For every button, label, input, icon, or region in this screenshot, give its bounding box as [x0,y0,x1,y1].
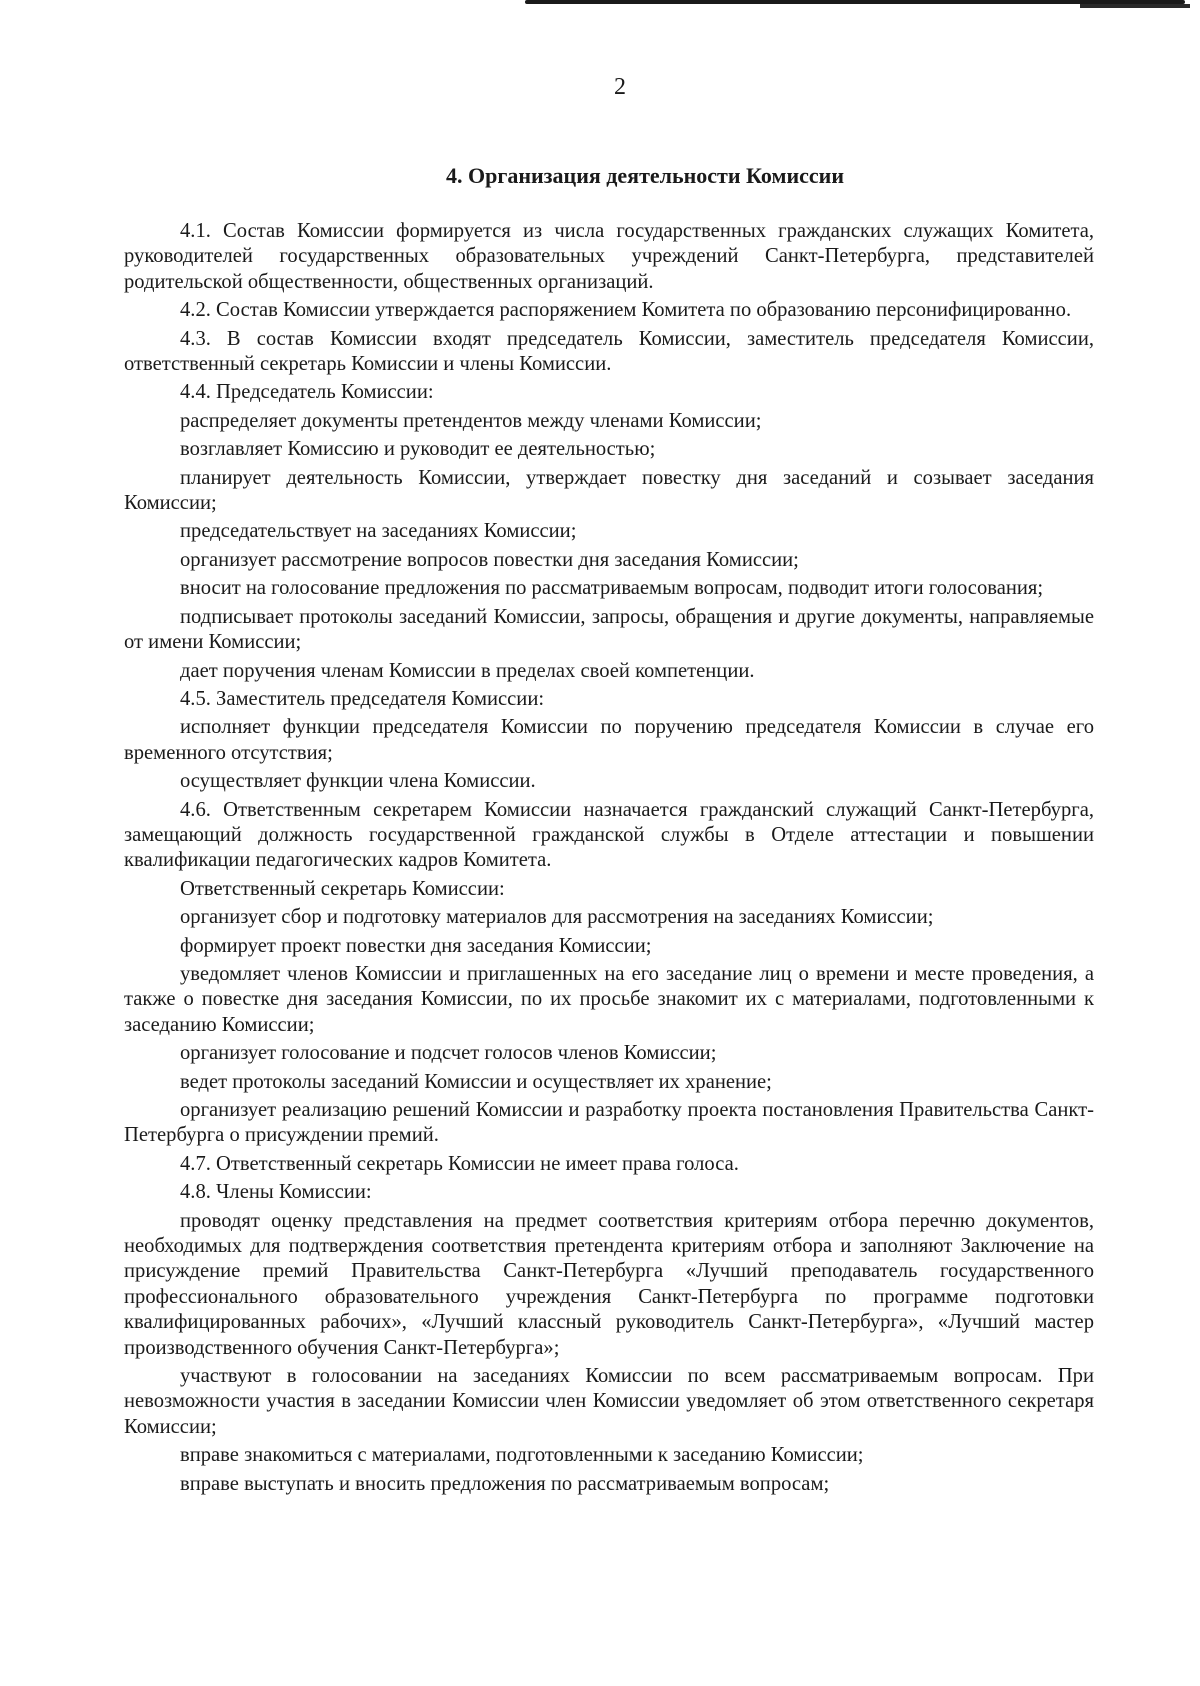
list-item: организует голосование и подсчет голосов членов Комиссии; [180,1042,717,1065]
paragraph-4-6: 4.6. Ответственным секретарем Комиссии назначается гражданский служащий Санкт-Петербурга, замещающий должность государственной гражданской службы в Отделе аттестации и повышении квалификации педагогических кадров Комитета. [124,798,1094,872]
list-item: председательствует на заседаниях Комиссии; [180,520,577,543]
paragraph-4-3: 4.3. В состав Комиссии входят председатель Комиссии, заместитель председателя Комиссии, ответственный секретарь Комиссии и члены Комиссии. [124,327,1094,376]
scan-edge-mark-tail [1080,4,1190,8]
list-item: распределяет документы претендентов между членами Комиссии; [180,409,762,432]
list-item: ведет протоколы заседаний Комиссии и осуществляет их хранение; [180,1070,772,1093]
list-item: вправе знакомиться с материалами, подготовленными к заседанию Комиссии; [180,1444,864,1467]
paragraph-4-1: 4.1. Состав Комиссии формируется из числа государственных гражданских служащих Комитета, руководителей государственных образовательных учреждений Санкт-Петербурга, представителей родительской общественности, общественных организаций. [124,220,1094,293]
list-item: подписывает протоколы заседаний Комиссии, запросы, обращения и другие документы, направляемые от имени Комиссии; [124,605,1094,654]
list-item: организует сбор и подготовку материалов для рассмотрения на заседаниях Комиссии; [180,906,934,929]
list-item: вправе выступать и вносить предложения по рассматриваемым вопросам; [180,1472,830,1495]
document-body [124,219,1094,1497]
list-item: исполняет функции председателя Комиссии по поручению председателя Комиссии в случае его временного отсутствия; [124,716,1094,764]
paragraph-4-4: 4.4. Председатель Комиссии: [180,381,434,404]
list-item: планирует деятельность Комиссии, утверждает повестку дня заседаний и созывает заседания Комиссии; [124,466,1094,515]
paragraph-4-8: 4.8. Члены Комиссии: [180,1181,372,1204]
list-item: участвуют в голосовании на заседаниях Комиссии по всем рассматриваемым вопросам. При невозможности участия в заседании Комиссии член Комиссии уведомляет об этом ответственного секретаря Комиссии; [124,1365,1094,1438]
list-item: организует рассмотрение вопросов повестки дня заседания Комиссии; [180,548,799,571]
paragraph-4-7: 4.7. Ответственный секретарь Комиссии не имеет права голоса. [180,1152,739,1175]
list-item: уведомляет членов Комиссии и приглашенных на его заседание лиц о времени и месте проведения, а также о повестке дня заседания Комиссии, по их просьбе знакомит их с материалами, подготовленными к заседанию Комиссии; [124,962,1094,1036]
list-item: формирует проект повестки дня заседания Комиссии; [180,934,652,957]
list-item: проводят оценку представления на предмет соответствия критериям отбора перечню документов, необходимых для подтверждения соответствия претендента критериям отбора и заполняют Заключение на присуждение премий Правительства Санкт-Петербурга «Лучший преподаватель государственного профессионального образовательного учреждения Санкт-Петербурга по программе подготовки квалифицированных рабочих», «Лучший классный руководитель Санкт-Петербурга», «Лучший мастер производственного обучения Санкт-Петербурга»; [124,1209,1094,1359]
page-number: 2 [614,74,626,100]
paragraph-4-2: 4.2. Состав Комиссии утверждается распоряжением Комитета по образованию персонифицированно. [180,299,1072,322]
paragraph-4-5: 4.5. Заместитель председателя Комиссии: [180,687,545,710]
list-item: дает поручения членам Комиссии в пределах своей компетенции. [180,659,755,682]
section-title: 4. Организация деятельности Комиссии [445,163,845,188]
list-item: осуществляет функции члена Комиссии. [180,770,536,793]
list-item: вносит на голосование предложения по рассматриваемым вопросам, подводит итоги голосования; [180,577,1044,600]
subheading-secretary: Ответственный секретарь Комиссии: [180,877,505,900]
list-item: организует реализацию решений Комиссии и разработку проекта постановления Правительства Санкт-Петербурга о присуждении премий. [124,1099,1094,1147]
list-item: возглавляет Комиссию и руководит ее деятельностью; [180,438,656,461]
